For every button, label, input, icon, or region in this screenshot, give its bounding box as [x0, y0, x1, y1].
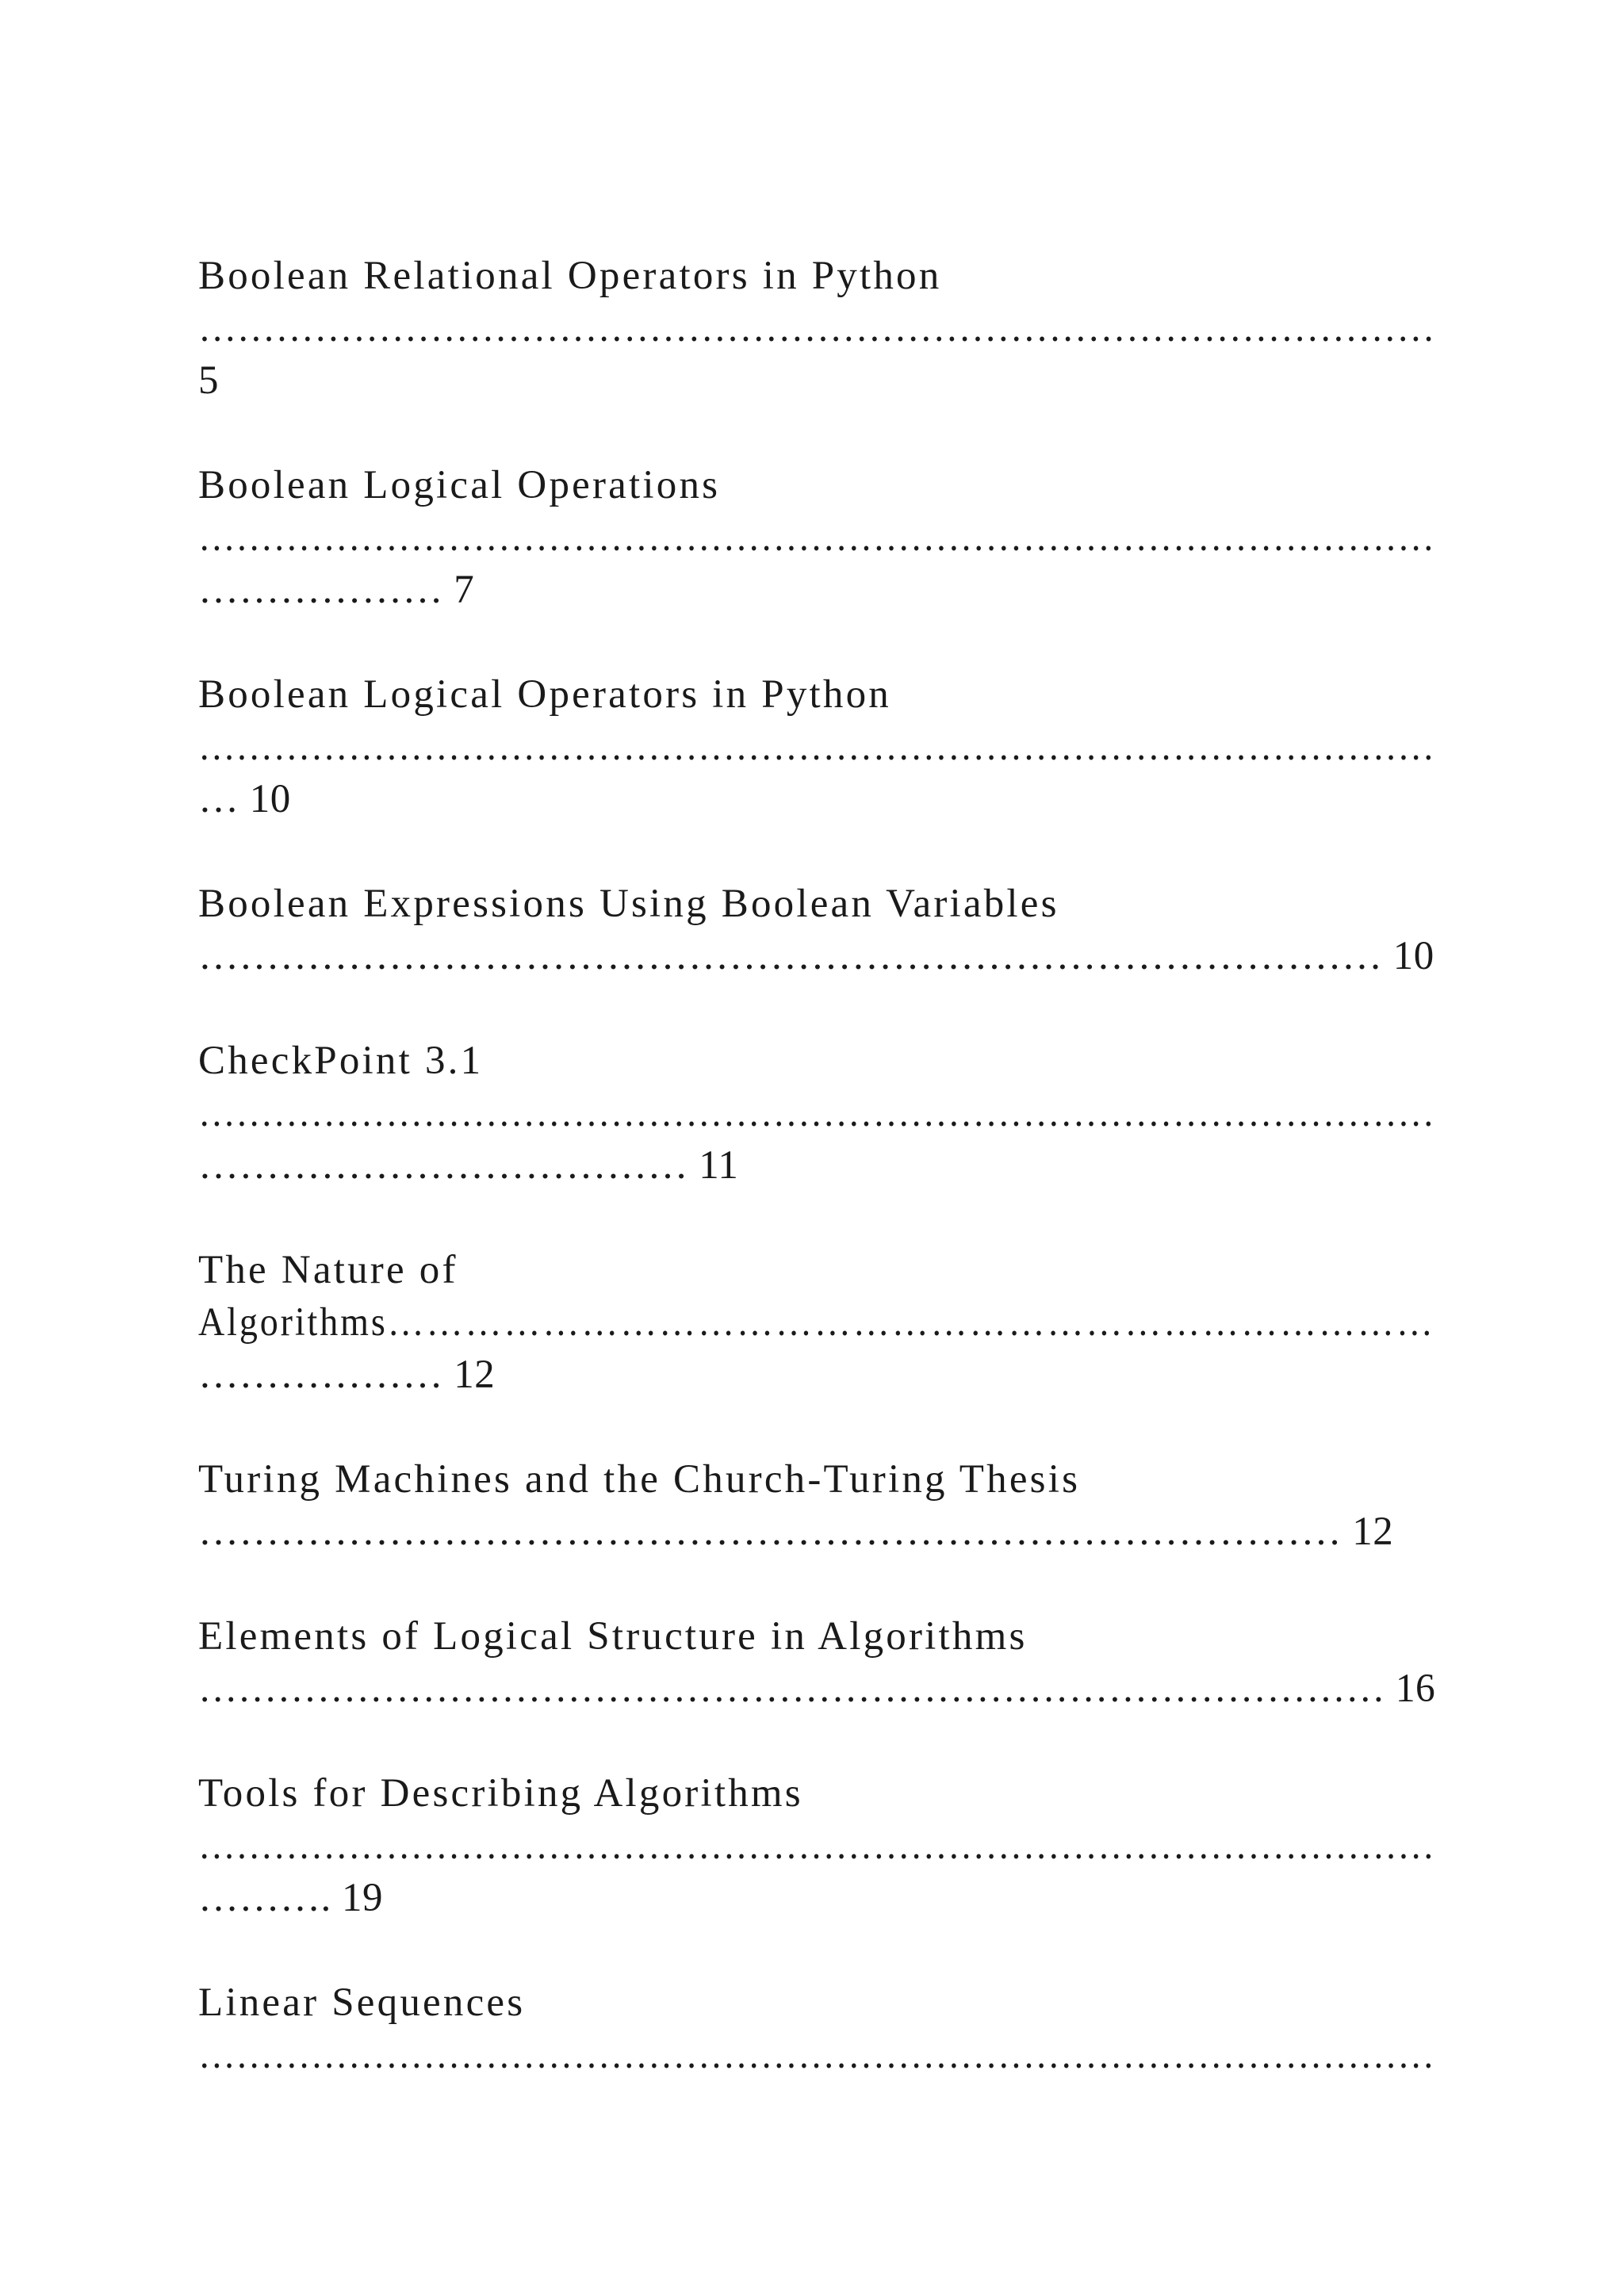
- toc-leader-dots: ………………………………………………………………………………………: [198, 725, 1435, 769]
- toc-entry-title: CheckPoint 3.1: [198, 1039, 484, 1083]
- toc-page-number: ………………………………………………………………………… 12: [198, 1510, 1394, 1554]
- toc-entry-title: Boolean Logical Operators in Python: [198, 672, 892, 717]
- toc-page-number: 5: [198, 358, 221, 403]
- toc-entry-title: Tools for Describing Algorithms: [198, 1771, 803, 1816]
- toc-page-number: ……………………………… 11: [198, 1143, 739, 1188]
- toc-page-number: ……………… 7: [198, 568, 475, 612]
- toc-page-number: …………………………………………………………………………… 10: [198, 934, 1434, 978]
- toc-page-number: ……………… 12: [198, 1353, 496, 1397]
- toc-leader-dots: ………………………………………………………………………………………: [198, 2033, 1435, 2077]
- toc-page-number: … 10: [198, 777, 291, 821]
- toc-leader-dots: ………………………………………………………………………………………: [198, 1091, 1435, 1135]
- toc-entry-title: Turing Machines and the Church-Turing Thesis: [198, 1457, 1081, 1502]
- toc-page-number: ……………………………………………………………………………… 16: [198, 1667, 1436, 1711]
- toc-leader-dots: ……………………………………………………………………………………: [198, 306, 1435, 350]
- toc-leader-dots: ………………………………………………………………………………………: [198, 515, 1435, 560]
- toc-entry-title: Boolean Logical Operations: [198, 463, 721, 507]
- toc-entry-title: Linear Sequences: [198, 1980, 526, 2025]
- toc-entry-title-continued: Algorithms………………………………………………………………………: [198, 1300, 1435, 1345]
- toc-entry-title: Boolean Relational Operators in Python: [198, 254, 942, 298]
- toc-leader-dots: ………………………………………………………………………………………: [198, 1823, 1435, 1868]
- toc-entry-title: The Nature of: [198, 1248, 458, 1292]
- toc-page-number: ………. 19: [198, 1876, 383, 1920]
- toc-entry-title: Boolean Expressions Using Boolean Variables: [198, 882, 1059, 926]
- toc-entry-title: Elements of Logical Structure in Algorithms: [198, 1614, 1028, 1659]
